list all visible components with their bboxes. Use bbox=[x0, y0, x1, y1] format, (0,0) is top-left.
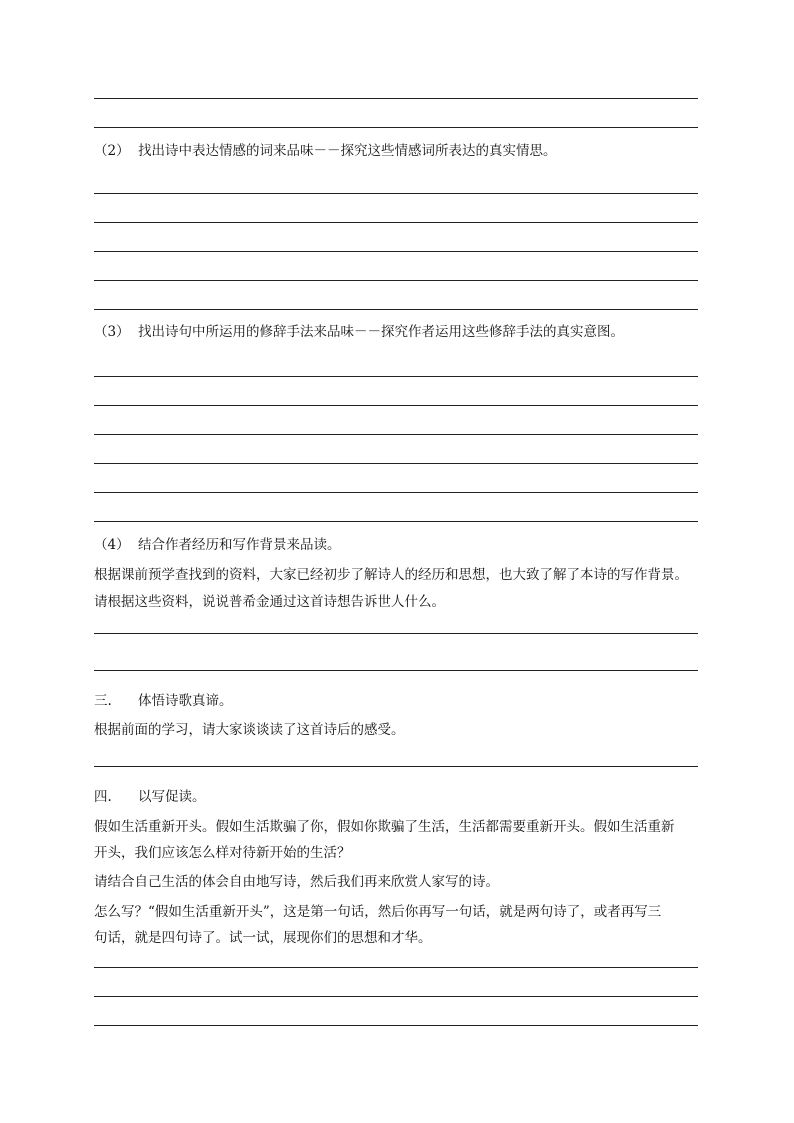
answer-line bbox=[94, 633, 698, 634]
question-text: 找出诗中表达情感的词来品味－－探究这些情感词所表达的真实情思。 bbox=[138, 143, 557, 159]
answer-line bbox=[94, 127, 698, 128]
section-number: 三. bbox=[94, 693, 112, 709]
section-title: 以写促读。 bbox=[138, 789, 206, 805]
answer-line bbox=[94, 193, 698, 194]
question-4 bbox=[94, 535, 704, 555]
section-3-paragraph: 根据前面的学习，请大家谈谈读了这首诗后的感受。 bbox=[94, 722, 405, 738]
answer-line bbox=[94, 405, 698, 406]
answer-line bbox=[94, 492, 698, 493]
answer-line bbox=[94, 766, 698, 767]
answer-line bbox=[94, 1025, 698, 1026]
question-2 bbox=[94, 141, 704, 161]
answer-line bbox=[94, 309, 698, 310]
answer-line bbox=[94, 376, 698, 377]
section-4-paragraph-3-line-2: 句话，就是四句诗了。试一试，展现你们的思想和才华。 bbox=[94, 930, 432, 946]
question-number: （2） bbox=[94, 143, 130, 159]
question-4-paragraph-line-2: 请根据这些资料，说说普希金通过这首诗想告诉世人什么。 bbox=[94, 594, 445, 610]
question-number: （3） bbox=[94, 324, 130, 340]
question-text: 找出诗句中所运用的修辞手法来品味－－探究作者运用这些修辞手法的真实意图。 bbox=[138, 324, 624, 340]
question-4-paragraph-line-1: 根据课前预学查找到的资料，大家已经初步了解诗人的经历和思想，也大致了解了本诗的写作背景。 bbox=[94, 567, 688, 583]
section-4-heading bbox=[94, 787, 704, 807]
answer-line bbox=[94, 280, 698, 281]
section-title: 体悟诗歌真谛。 bbox=[138, 693, 233, 709]
section-4-paragraph-3-line-1: 怎么写？“假如生活重新开头”，这是第一句话，然后你再写一句话，就是两句诗了，或者再写三 bbox=[94, 904, 662, 920]
answer-line bbox=[94, 967, 698, 968]
question-3 bbox=[94, 322, 704, 342]
section-4-paragraph-1-line-2: 开头，我们应该怎么样对待新开始的生活？ bbox=[94, 845, 351, 861]
section-4-paragraph-1-line-1: 假如生活重新开头。假如生活欺骗了你，假如你欺骗了生活，生活都需要重新开头。假如生活重新 bbox=[94, 819, 675, 835]
answer-line bbox=[94, 996, 698, 997]
answer-line bbox=[94, 521, 698, 522]
answer-line bbox=[94, 463, 698, 464]
section-number: 四. bbox=[94, 789, 112, 805]
answer-line bbox=[94, 670, 698, 671]
question-text: 结合作者经历和写作背景来品读。 bbox=[138, 537, 341, 553]
section-3-heading bbox=[94, 691, 704, 711]
answer-line bbox=[94, 98, 698, 99]
answer-line bbox=[94, 434, 698, 435]
section-4-paragraph-2: 请结合自己生活的体会自由地写诗，然后我们再来欣赏人家写的诗。 bbox=[94, 874, 499, 890]
answer-line bbox=[94, 251, 698, 252]
answer-line bbox=[94, 222, 698, 223]
question-number: （4） bbox=[94, 537, 130, 553]
